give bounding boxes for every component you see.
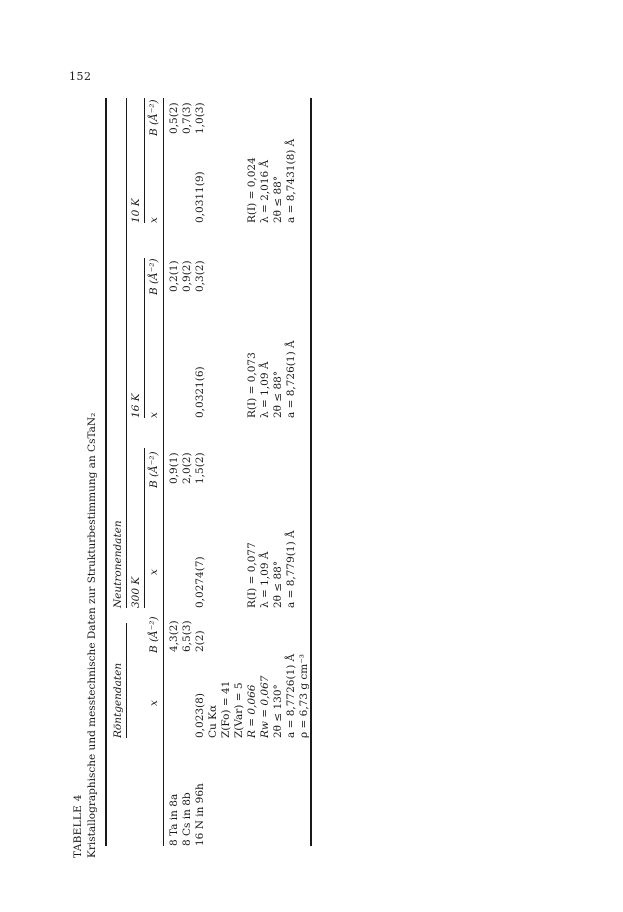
- n300-param: a = 8,779(1) Å: [285, 530, 297, 608]
- n300-param: λ = 1,09 Å: [259, 551, 271, 608]
- xray-param: Rw = 0,067: [259, 675, 271, 738]
- cell-300-B: 2,0(2): [181, 452, 193, 484]
- xray-param: a = 8,7726(1) Å: [285, 653, 297, 738]
- n16-param: R(I) = 0,073: [246, 352, 258, 418]
- n10-param: R(I) = 0,024: [246, 157, 258, 223]
- table-label: TABELLE 4: [72, 794, 84, 858]
- col-16-x: x: [148, 412, 160, 418]
- page-number: 152: [69, 70, 92, 83]
- temp-16k-rule: [144, 258, 145, 418]
- cell-xray-B: 4,3(2): [168, 620, 180, 652]
- bottom-rule: [310, 98, 312, 846]
- col-xray-x: x: [148, 700, 160, 706]
- temp-300k-rule: [144, 448, 145, 608]
- cell-300-B: 0,9(1): [168, 452, 180, 484]
- n16-param: 2θ ≤ 88°: [272, 370, 284, 418]
- neutron-group-rule: [126, 98, 127, 608]
- xray-group-header: Röntgendaten: [112, 662, 124, 738]
- cell-10-x: 0,0311(9): [194, 171, 206, 223]
- cell-16-B: 0,2(1): [168, 260, 180, 292]
- n10-param: λ = 2,016 Å: [259, 159, 271, 223]
- xray-param: Cu Kα: [207, 704, 219, 738]
- temp-10k-rule: [144, 98, 145, 223]
- temp-16k-header: 16 K: [130, 393, 142, 418]
- n16-param: λ = 1,09 Å: [259, 361, 271, 418]
- cell-xray-B: 6,5(3): [181, 620, 193, 652]
- n10-param: a = 8,7431(8) Å: [285, 138, 297, 223]
- n300-param: R(I) = 0,077: [246, 542, 258, 608]
- xray-param: ρ = 6,73 g cm⁻³: [298, 653, 310, 738]
- col-10-x: x: [148, 217, 160, 223]
- cell-16-B: 0,9(2): [181, 260, 193, 292]
- cell-10-B: 1,0(3): [194, 102, 206, 134]
- cell-xray-B: 2(2): [194, 630, 206, 652]
- col-10-B: B (Å⁻²): [148, 99, 160, 136]
- cell-300-x: 0,0274(7): [194, 556, 206, 608]
- col-xray-B: B (Å⁻²): [148, 616, 160, 653]
- n10-param: 2θ ≤ 88°: [272, 175, 284, 223]
- table-title: Kristallographische und messtechnische Daten zur Strukturbestimmung an CsTaN₂: [86, 412, 98, 858]
- top-rule: [105, 98, 107, 846]
- col-16-B: B (Å⁻²): [148, 258, 160, 295]
- rotated-table-block: [72, 98, 312, 858]
- col-300-x: x: [148, 569, 160, 575]
- row-site: 8 Cs in 8b: [181, 792, 193, 846]
- cell-10-B: 0,5(2): [168, 102, 180, 134]
- neutron-group-header: Neutronendaten: [112, 520, 124, 608]
- xray-param: 2θ ≤ 130°: [272, 684, 284, 738]
- row-site: 8 Ta in 8a: [168, 793, 180, 846]
- xray-group-rule: [126, 623, 127, 738]
- n300-param: 2θ ≤ 88°: [272, 560, 284, 608]
- temp-300k-header: 300 K: [130, 576, 142, 608]
- row-site: 16 N in 96h: [194, 783, 206, 846]
- header-rule: [163, 98, 164, 846]
- cell-10-B: 0,7(3): [181, 102, 193, 134]
- cell-16-B: 0,3(2): [194, 260, 206, 292]
- cell-300-B: 1,5(2): [194, 452, 206, 484]
- xray-param: Z(Var) = 5: [233, 682, 245, 738]
- col-300-B: B (Å⁻²): [148, 451, 160, 488]
- n16-param: a = 8,726(1) Å: [285, 340, 297, 418]
- cell-xray-x: 0,023(8): [194, 693, 206, 738]
- xray-param: Z(Fo) = 41: [220, 680, 232, 738]
- cell-16-x: 0,0321(6): [194, 366, 206, 418]
- xray-param: R = 0,066: [246, 684, 258, 738]
- temp-10k-header: 10 K: [130, 198, 142, 223]
